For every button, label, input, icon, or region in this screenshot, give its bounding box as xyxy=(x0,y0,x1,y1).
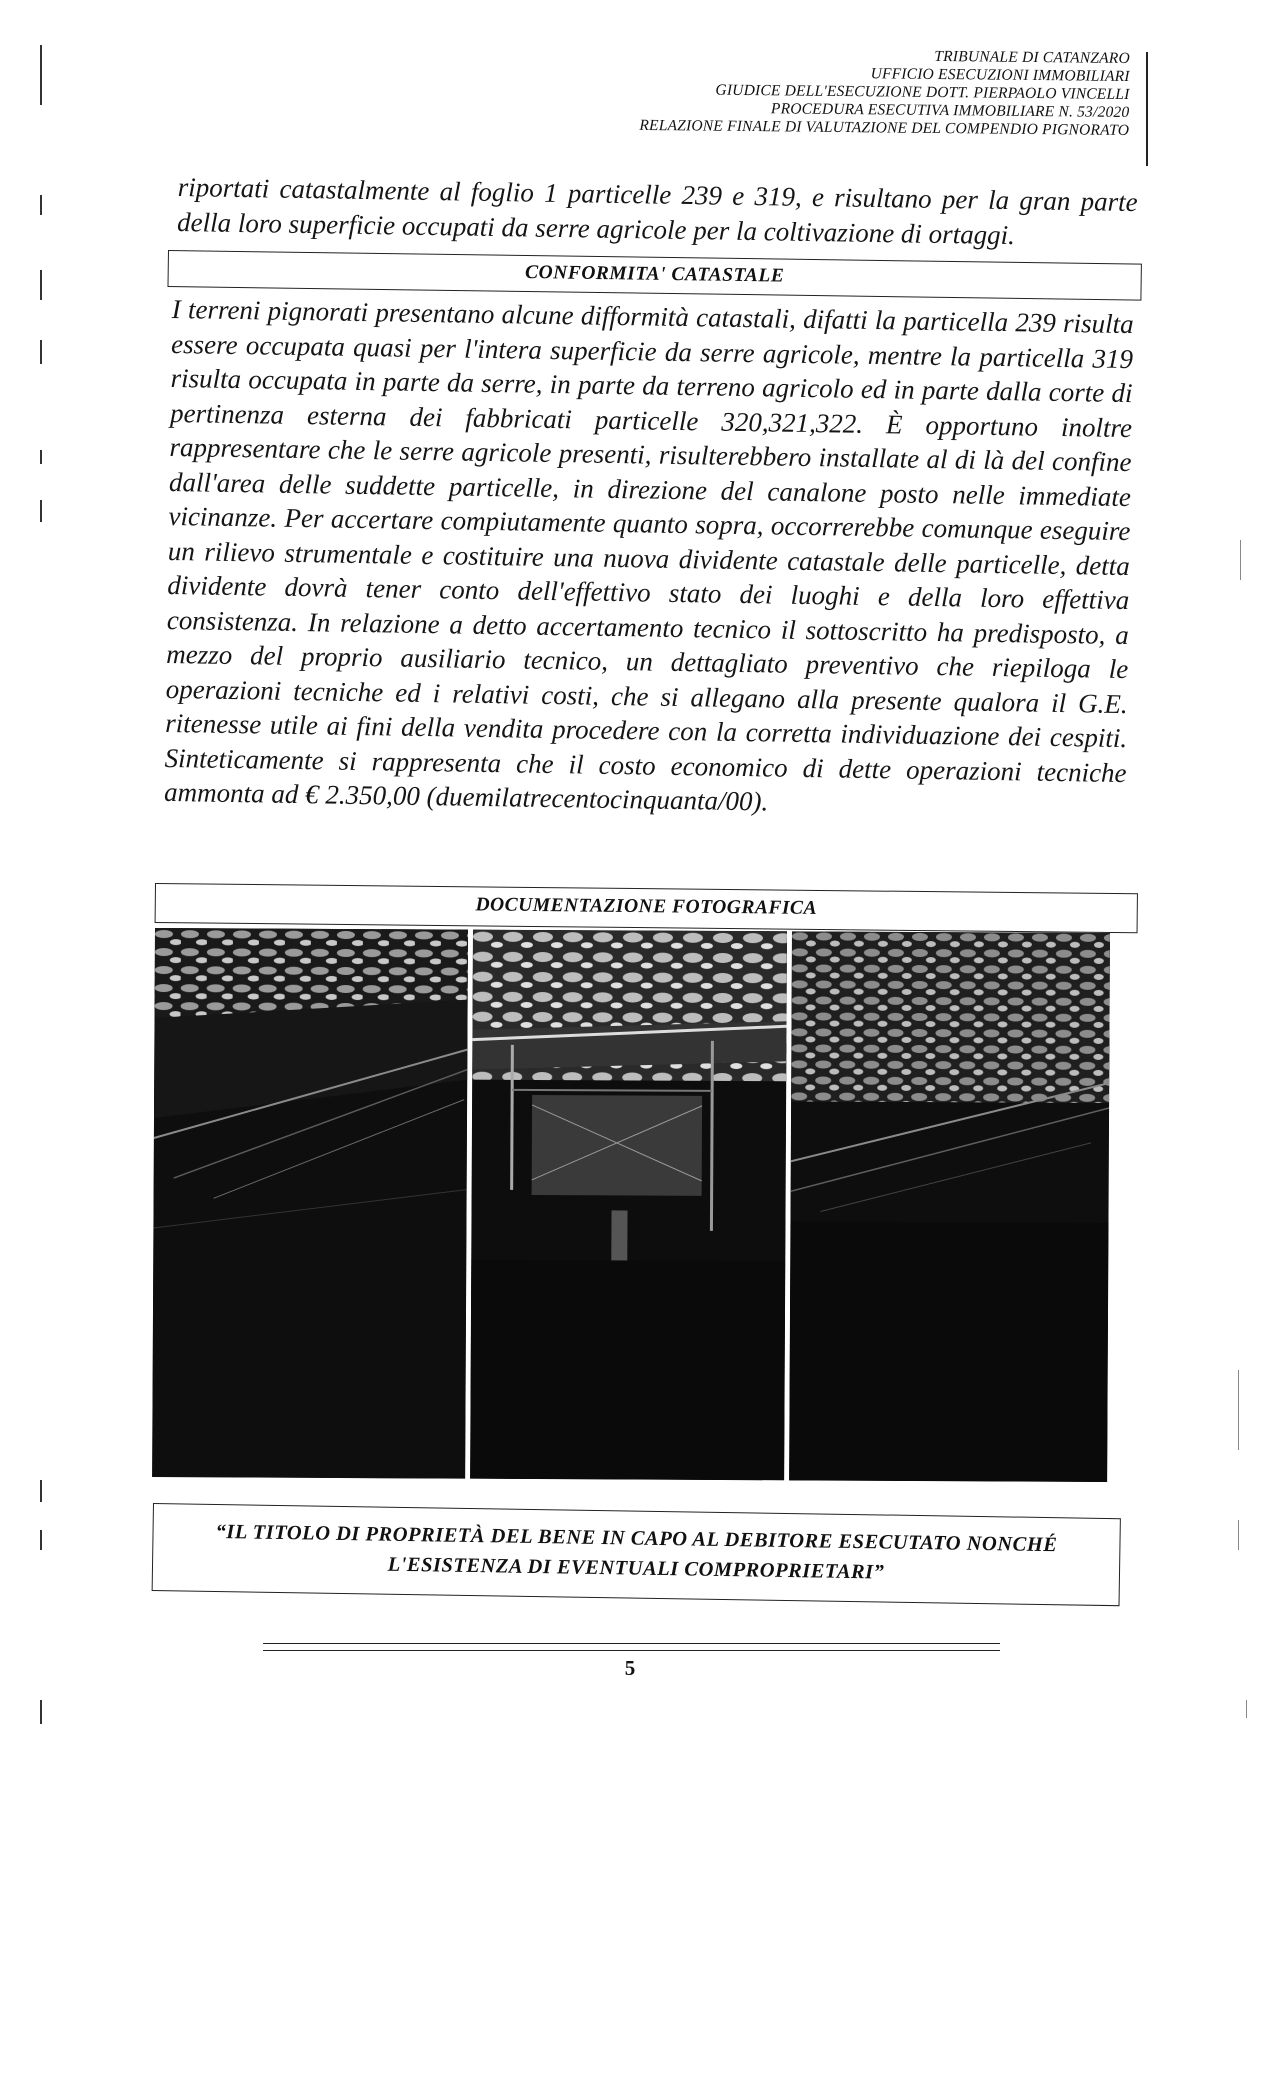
scan-artifact xyxy=(40,450,42,464)
titolo-line-1: “IL TITOLO DI PROPRIETÀ DEL BENE IN CAPO AL DEBITORE ESECUTATO NONCHÉ xyxy=(215,1520,1058,1557)
scan-artifact xyxy=(40,500,42,522)
section-title-conformita: CONFORMITA' CATASTALE xyxy=(167,250,1141,301)
greenhouse-photo-2 xyxy=(470,930,787,1481)
greenhouse-photo-3 xyxy=(789,931,1110,1482)
conformita-paragraph: I terreni pignorati presentano alcune difformità catastali, difatti la particella 239 risulta essere occupata quasi per l'intera superficie da serre agricole, mentre la particella 319 risulta occupata in parte da serre, in parte da terreno agricolo ed in parte dalla corte di pertinenza esterna dei fabbricati particelle 320,321,322. È opportuno inoltre rappresentare che le serre agricole presenti, risulterebbero installate al di là del confine dall'area delle suddette particelle, in direzione del canalone posto nelle immediate vicinanze. Per accertare compiutamente quanto sopra, occorrerebbe comunque eseguire un rilievo strumentale e costituire una nuova dividente catastale delle particelle, detta dividente dovrà tener conto dell'effettivo stato dei luoghi e della loro effettiva consistenza. In relazione a detto accertamento tecnico il sottoscritto ha predisposto, a mezzo del proprio ausiliario tecnico, un dettagliato preventivo che riepiloga le operazioni tecniche ed i relativi costi, che si allegano alla presente qualora il G.E. ritenesse utile ai fini della vendita procedere con la corretta individuazione dei cespiti. Sinteticamente si rappresenta che il costo economico di dette operazioni tecniche ammonta ad € 2.350,00 (duemilatrecentocinquanta/00). xyxy=(163,293,1134,817)
scan-artifact xyxy=(40,1530,42,1550)
intro-paragraph: riportati catastalmente al foglio 1 particelle 239 e 319, e risultano per la gran parte della loro superficie occupati da serre agricole per la coltivazione di ortaggi. xyxy=(176,171,1138,250)
greenhouse-photo-1 xyxy=(152,928,468,1479)
header-court: TRIBUNALE DI CATANZARO xyxy=(934,47,1130,67)
scan-artifact xyxy=(40,1480,42,1502)
scan-artifact xyxy=(40,270,42,300)
scan-artifact xyxy=(1238,1370,1239,1450)
scan-artifact xyxy=(1238,1520,1239,1550)
scan-artifact xyxy=(1246,1700,1247,1718)
header-judge: GIUDICE DELL'ESECUZIONE DOTT. PIERPAOLO VINCELLI xyxy=(715,81,1130,103)
titolo-line-2: L'ESISTENZA DI EVENTUALI COMPROPRIETARI” xyxy=(387,1553,885,1584)
footer-rule-bottom xyxy=(263,1650,1000,1651)
section-title-titolo-proprieta xyxy=(152,1503,1121,1606)
header-procedure: PROCEDURA ESECUTIVA IMMOBILIARE N. 53/2020 xyxy=(770,100,1130,121)
scan-artifact xyxy=(40,1700,42,1724)
page-number: 5 xyxy=(624,1656,636,1680)
header-vertical-rule xyxy=(1146,52,1148,166)
document-header xyxy=(559,44,1130,140)
section-title-documentazione: DOCUMENTAZIONE FOTOGRAFICA xyxy=(155,883,1138,933)
footer-rule-top xyxy=(263,1643,1000,1644)
header-report: RELAZIONE FINALE DI VALUTAZIONE DEL COMPENDIO PIGNORATO xyxy=(639,116,1130,139)
scan-artifact xyxy=(40,45,42,105)
photo-strip xyxy=(152,928,1110,1482)
scan-artifact xyxy=(40,340,42,364)
scan-artifact xyxy=(40,195,42,215)
header-office: UFFICIO ESECUZIONI IMMOBILIARI xyxy=(870,65,1130,85)
scan-artifact xyxy=(1240,540,1241,580)
